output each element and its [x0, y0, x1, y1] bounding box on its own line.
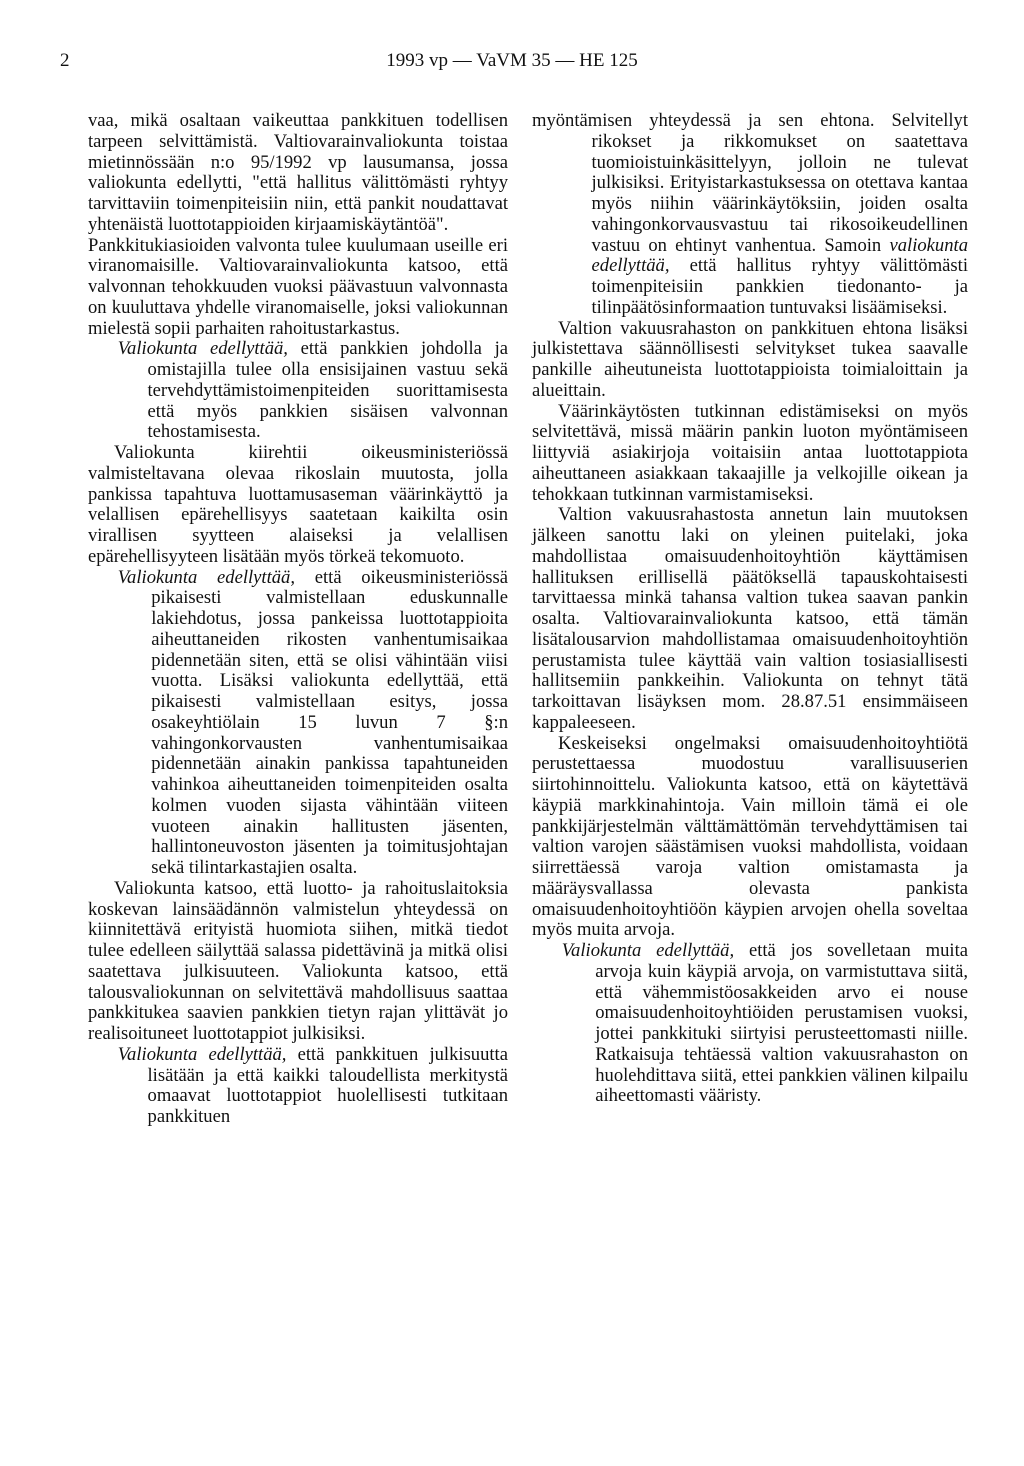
italic-lead: Valiokunta edellyttää, [561, 940, 735, 961]
paragraph: Valiokunta edellyttää, että jos sovelletaan muita arvoja kuin käypiä arvoja, on varmistuttava siitä, että vähemmistöosakkeiden arvo ei nouse omaisuudenhoitoyhtiöiden perustamisen vuoksi, jottei pankkituki siirtyisi perusteettomasti niille. Ratkaisuja tehtäessä valtion vakuusrahaston on huolehdittava siitä, ettei pankkien välinen kilpailu aiheettomasti vääristy. [561, 940, 968, 1107]
italic-lead: valiokunta edellyttää, [591, 234, 968, 277]
italic-lead: Valiokunta edellyttää, [117, 566, 295, 588]
paragraph: Valiokunta edellyttää, että oikeusministeriössä pikaisesti valmistellaan eduskunnalle lakiehdotus, jossa pankeissa luottotappioita aiheuttaneiden rikosten vanhentumisaikaa pidennetään siten, että se olisi vähintään viisi vuotta. Lisäksi valiokunta edellyttää, että pikaisesti valmistellaan esitys, jossa osakeyhtiölain 15 luvun 7 §:n vahingonkorvausten vanhentumisaikaa pidennetään ainakin pankissa tapahtuneiden vahinkoa aiheuttaneiden toimenpiteiden osalta kolmen vuoden sijasta vähintään viiteen vuoteen ainakin hallitusten jäsenten, hallintoneuvoston jäsenten ja toimitusjohtajan sekä tilintarkastajien osalta. [117, 566, 508, 878]
italic-lead: Valiokunta edellyttää, [117, 338, 288, 360]
paragraph: vaa, mikä osaltaan vaikeuttaa pankkituen todellisen tarpeen selvittämistä. Valtiovarainvaliokunta toistaa mietinnössään n:o 95/1992 vp lausumansa, jossa valiokunta edellytti, "että hallitus välittömästi ryhtyy tarvittaviin toimenpiteisiin niin, että pankit noudattavat yhtenäistä luottotappioiden kirjaamiskäytäntöä". [88, 110, 508, 235]
paragraph: Keskeiseksi ongelmaksi omaisuudenhoitoyhtiötä perustettaessa muodostuu varallisuuserien siirtohinnoittelu. Valiokunta katsoo, että on käytettävä käypiä markkinahintoja. Vain milloin tämä ei ole pankkijärjestelmän välttämättömän tervehdyttämisen tai valtion varojen säästämisen vuoksi mahdollista, voidaan siirrettäessä varoja valtion omistamasta ja määräysvallassa olevasta pankista omaisuudenhoitoyhtiöön käypien arvojen ohella soveltaa myös muita arvoja. [532, 732, 968, 941]
paragraph: Valiokunta edellyttää, että pankkien johdolla ja omistajilla tulee olla ensisijainen vastuu sekä tervehdyttämistoimenpiteiden suorittamisesta että myös pankkien sisäisen valvonnan tehostamisesta. [117, 338, 508, 443]
right-column [532, 111, 968, 1107]
paragraph: myöntämisen yhteydessä ja sen ehtona. Selvitellyt rikokset ja rikkomukset on saatettava tuomioistuinkäsittelyyn, jolloin ne tulevat julkisiksi. Erityistarkastuksessa on otettava kantaa myös niihin väärinkäytöksiin, joiden osalta vahingonkorvausvastuu tai rikosoikeudellinen vastuu on ehtinyt vanhentua. Samoin valiokunta edellyttää, että hallitus ryhtyy välittömästi toimenpiteisiin pankkien tiedonanto- ja tilinpäätösinformaation tuntuvaksi lisäämiseksi. [532, 110, 968, 318]
document-reference: 1993 vp — VaVM 35 — HE 125 [386, 50, 638, 71]
page-number: 2 [60, 50, 70, 71]
paragraph: Väärinkäytösten tutkinnan edistämiseksi on myös selvitettävä, missä määrin pankin luoton myöntämiseen liittyviä asiakirjoja voitaisiin antaa luottotappiota aiheuttaneen asiakkaan takaajille ja velkojille oikean ja tehokkaan tutkinnan varmistamiseksi. [532, 400, 968, 505]
paragraph: Valiokunta kiirehtii oikeusministeriössä valmisteltavana olevaa rikoslain muutosta, jolla pankissa tapahtuva luottamusaseman väärinkäyttö ja velallisen epärehellisyys saatetaan kaikilta osin virallisen syytteen alaiseksi ja velallisen epärehellisyyteen lisätään myös törkeä tekomuoto. [88, 442, 508, 567]
paragraph: Valtion vakuusrahastosta annetun lain muutoksen jälkeen sanottu laki on yleinen puitelaki, joka mahdollistaa omaisuudenhoitoyhtiön käyttämisen hallituksen erillisellä päätöksellä tapauskohtaisesti tarvittaessa minkä tahansa valtion tukea saavan pankin osalta. Valtiovarainvaliokunta katsoo, että tämän lisätalousarvion mahdollistamaa omaisuudenhoitoyhtiön perustamista tulee käyttää vain valtion tosiasiallisesti hallitsemiin pankkeihin. Valiokunta on tehnyt tätä tarkoittavan lisäyksen mom. 28.87.51 ensimmäiseen kappaleeseen. [532, 504, 968, 733]
paragraph: Valiokunta edellyttää, että pankkituen julkisuutta lisätään ja että kaikki taloudellista merkitystä omaavat luottotappiot huolellisesti tutkitaan pankkituen [117, 1043, 508, 1127]
paragraph: Pankkitukiasioiden valvonta tulee kuulumaan useille eri viranomaisille. Valtiovarainvaliokunta katsoo, että valvonnan tehokkuuden vuoksi päävastuun valvonnasta on kuuluttava yhdelle viranomaiselle, joksi valiokunnan mielestä sopii parhaiten rahoitustarkastus. [88, 234, 508, 339]
paragraph: Valtion vakuusrahaston on pankkituen ehtona lisäksi julkistettava säännöllisesti selvitykset tukea saavalle pankille aiheutuneista luottotappioista toimialoittain ja alueittain. [532, 317, 968, 401]
paragraph: Valiokunta katsoo, että luotto- ja rahoituslaitoksia koskevan lainsäädännön valmistelun yhteydessä on kiinnitettävä erityistä huomiota siihen, mitkä tiedot tulee edelleen säilyttää salassa pidettävinä ja mitkä olisi saatettava julkisuuteen. Valiokunta katsoo, että talousvaliokunnan on selvitettävä mahdollisuus saattaa pankkitukea saavien pankkien tietyn rajan ylittävät jo realisoituneet luottotappiot julkisiksi. [88, 877, 508, 1044]
left-column [88, 111, 508, 1128]
italic-lead: Valiokunta edellyttää, [117, 1043, 287, 1065]
